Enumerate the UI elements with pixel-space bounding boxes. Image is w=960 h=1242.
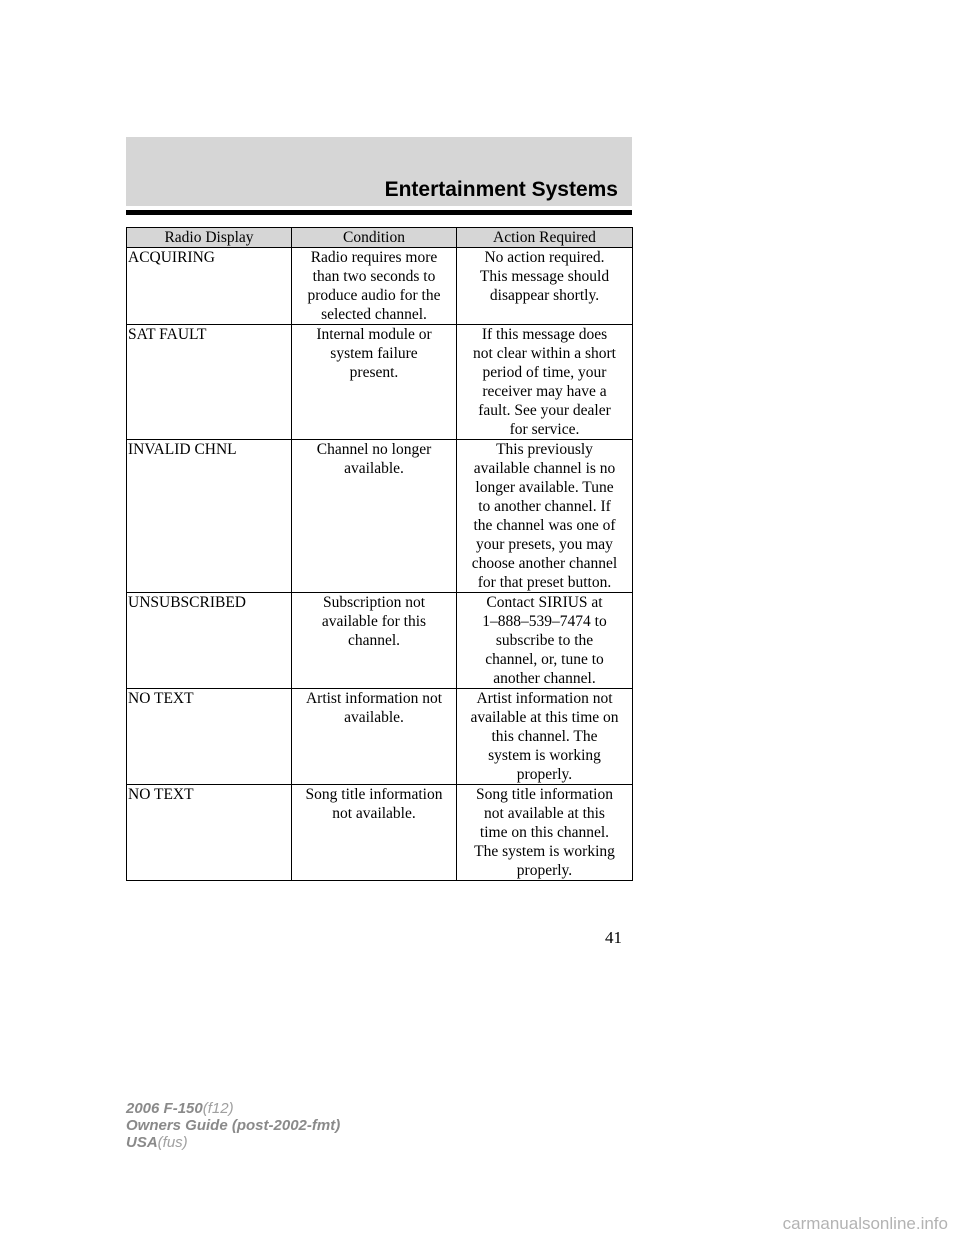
action-cell-line: No action required.	[484, 249, 605, 266]
condition-cell-line: channel.	[347, 632, 401, 649]
radio-display-cell: SAT FAULT	[127, 325, 292, 440]
action-cell	[457, 593, 633, 689]
table-header-row	[127, 228, 633, 248]
action-cell-line: longer available. Tune	[475, 479, 614, 496]
action-cell-line: The system is working	[474, 843, 615, 860]
footer-model: 2006 F-150	[126, 1100, 203, 1117]
action-cell-line: the channel was one of	[473, 517, 616, 534]
page-number: 41	[605, 928, 622, 947]
action-cell-line: not available at this	[484, 805, 605, 822]
action-cell	[457, 440, 633, 593]
watermark: carmanualsonline.info	[782, 1214, 948, 1233]
action-cell-line: If this message does	[481, 326, 608, 343]
footer-market: USA	[126, 1134, 158, 1151]
condition-cell-line: Artist information not	[305, 690, 443, 707]
action-cell-line: channel, or, tune to	[485, 651, 604, 668]
radio-display-table	[126, 227, 633, 881]
condition-cell-line: Internal module or	[316, 326, 432, 343]
action-cell-line: Song title information	[476, 786, 613, 803]
condition-cell	[292, 248, 457, 325]
action-cell	[457, 689, 633, 785]
action-cell-line: another channel.	[493, 670, 596, 687]
condition-cell-line: available.	[344, 709, 404, 726]
condition-cell	[292, 593, 457, 689]
condition-cell-line: selected channel.	[321, 306, 427, 323]
document-footer	[126, 1100, 340, 1151]
action-cell-line: available at this time on	[470, 709, 619, 726]
table-body	[127, 248, 633, 881]
condition-cell-line: system failure	[330, 345, 418, 362]
action-cell-line: Contact SIRIUS at	[486, 594, 603, 611]
condition-cell-line: Channel no longer	[316, 441, 432, 458]
action-cell-line: time on this channel.	[479, 824, 610, 841]
action-cell-line: Artist information not	[476, 690, 613, 707]
column-header-condition: Condition	[292, 228, 457, 248]
action-cell	[457, 248, 633, 325]
radio-display-cell: ACQUIRING	[127, 248, 292, 325]
action-cell-line: properly.	[516, 862, 573, 879]
footer-market-code: (fus)	[157, 1134, 188, 1151]
condition-cell	[292, 325, 457, 440]
condition-cell-line: not available.	[332, 805, 416, 822]
header-divider	[126, 210, 632, 215]
action-cell-line: fault. See your dealer	[478, 402, 611, 419]
condition-cell	[292, 785, 457, 881]
condition-cell-line: available for this	[321, 613, 427, 630]
table-row	[127, 248, 633, 325]
radio-display-cell: NO TEXT	[127, 689, 292, 785]
table-row	[127, 785, 633, 881]
action-cell-line: available channel is no	[473, 460, 616, 477]
action-cell-line: properly.	[516, 766, 573, 783]
action-cell-line: system is working	[488, 747, 601, 764]
condition-cell-line: Subscription not	[322, 594, 426, 611]
action-cell-line: subscribe to the	[495, 632, 594, 649]
condition-cell	[292, 440, 457, 593]
condition-cell-line: produce audio for the	[307, 287, 441, 304]
action-cell-line: This message should	[479, 268, 610, 285]
action-cell-line: choose another channel	[471, 555, 618, 572]
action-cell-line: for service.	[509, 421, 580, 438]
action-cell-line: your presets, you may	[476, 536, 613, 553]
action-cell-line: receiver may have a	[482, 383, 607, 400]
action-cell-line: 1–888–539–7474 to	[482, 613, 607, 630]
footer-model-code: (f12)	[202, 1100, 234, 1117]
column-header-radio-display: Radio Display	[127, 228, 292, 248]
action-cell-line: not clear within a short	[473, 345, 616, 362]
table-row	[127, 325, 633, 440]
action-cell	[457, 325, 633, 440]
table-row	[127, 440, 633, 593]
radio-display-cell: UNSUBSCRIBED	[127, 593, 292, 689]
radio-display-cell: NO TEXT	[127, 785, 292, 881]
action-cell-line: disappear shortly.	[489, 287, 600, 304]
footer-line-guide	[126, 1117, 340, 1134]
action-cell-line: period of time, your	[482, 364, 607, 381]
footer-line-model	[126, 1100, 340, 1117]
action-cell-line: This previously	[496, 441, 593, 458]
condition-cell-line: Song title information	[305, 786, 443, 803]
condition-cell-line: available.	[344, 460, 404, 477]
section-title: Entertainment Systems	[384, 178, 618, 201]
footer-guide: Owners Guide (post-2002-fmt)	[126, 1117, 341, 1134]
condition-cell	[292, 689, 457, 785]
action-cell	[457, 785, 633, 881]
section-header-band	[126, 137, 632, 206]
action-cell-line: to another channel. If	[478, 498, 611, 515]
condition-cell-line: present.	[349, 364, 399, 381]
radio-display-cell: INVALID CHNL	[127, 440, 292, 593]
table-row	[127, 593, 633, 689]
action-cell-line: this channel. The	[491, 728, 598, 745]
table-row	[127, 689, 633, 785]
condition-cell-line: than two seconds to	[312, 268, 436, 285]
condition-cell-line: Radio requires more	[310, 249, 438, 266]
footer-line-market	[126, 1134, 340, 1151]
action-cell-line: for that preset button.	[477, 574, 612, 591]
column-header-action-required: Action Required	[457, 228, 633, 248]
